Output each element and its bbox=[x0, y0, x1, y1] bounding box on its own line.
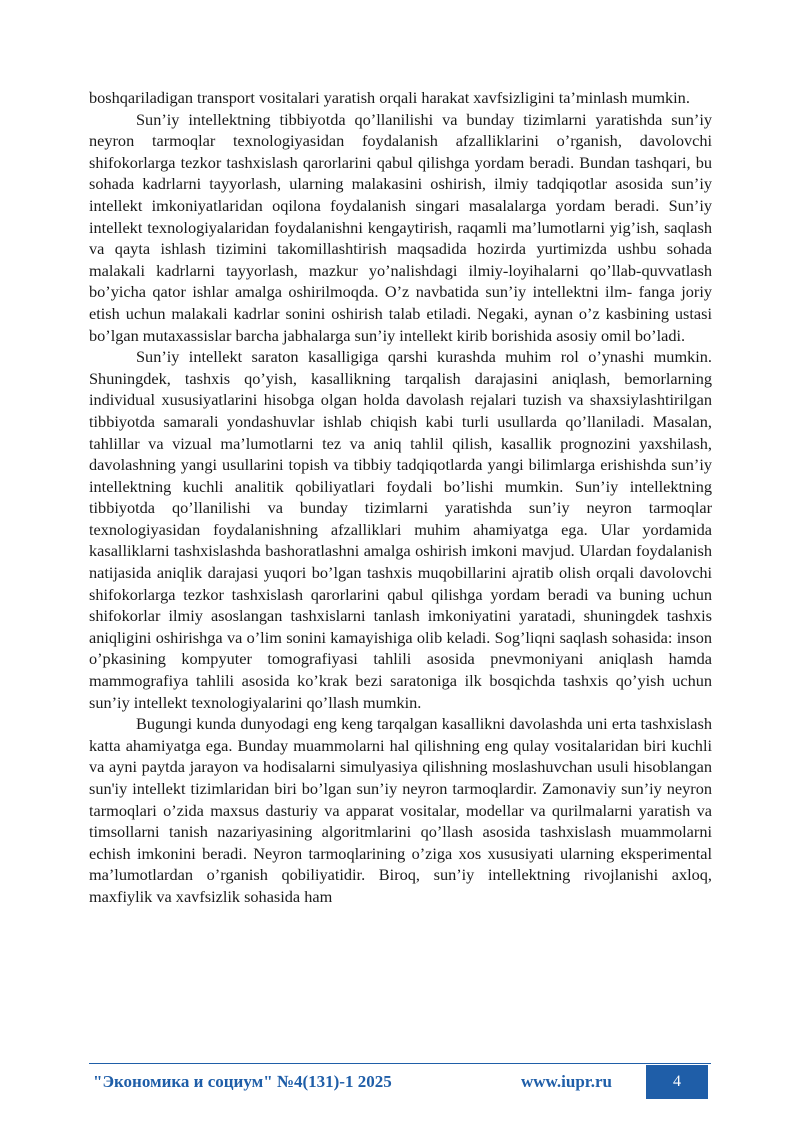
journal-title: "Экономика и социум" №4(131)-1 2025 bbox=[93, 1072, 392, 1091]
page-number-badge bbox=[646, 1065, 708, 1099]
body-text bbox=[89, 87, 712, 908]
paragraph-continuation: boshqariladigan transport vositalari yaratish orqali harakat xavfsizligini ta’minlash mumkin. bbox=[89, 88, 690, 107]
footer-divider bbox=[89, 1063, 711, 1064]
paragraph: Bugungi kunda dunyodagi eng keng tarqalgan kasallikni davolashda uni erta tashxislash katta ahamiyatga ega. Bunday muammolarni hal qilishning eng qulay vositalaridan biri kuchli va ayni paytda jarayon va hodisalarni simulyasiya qilishning moslashuvchan usuli hisoblangan sun'iy intellekt tizimlaridan biri bo’lgan sun’iy neyron tarmoqlardir. Zamonaviy sun’iy neyron tarmoqlari o’zida maxsus dasturiy va apparat vositalar, modellar va qurilmalarni yaratish va timsollarni tanish nazariyasining algoritmlarini qo’llash asosida tashxislash muammolarni echish imkonini beradi. Neyron tarmoqlarining o’ziga xos xususiyati ularning eksperimental ma’lumotlardan o’rganish qobiliyatidir. Biroq, sun’iy intellektning rivojlanishi axloq, maxfiylik va xavfsizlik sohasida ham bbox=[89, 714, 712, 906]
page-footer bbox=[89, 1065, 711, 1099]
paragraph: Sun’iy intellekt saraton kasalligiga qarshi kurashda muhim rol o’ynashi mumkin. Shuningdek, tashxis qo’yish, kasallikning tarqalish darajasini aniqlash, bemorlarning individual xususiyatlarini hisobga olgan holda davolash rejalari tuzish va shaxsiylashtirilgan tibbiyotda samarali yondashuvlar ishlab chiqish kabi turli usullarda qo’llaniladi. Masalan, tahlillar va vizual ma’lumotlarni tez va aniq tahlil qilish, kasallik prognozini yaxshilash, davolashning yangi usullarini topish va tibbiy tadqiqotlarda yangi bilimlarga erishishda sun’iy intellektning kuchli analitik qobiliyatlari foydali bo’lishi mumkin. Sun’iy intellektning tibbiyotda qo’llanilishi va bunday tizimlarni yaratishda sun’iy neyron tarmoqlar texnologiyasidan foydalanishning afzalliklari muhim ahamiyatga ega. Ular yordamida kasalliklarni tashxislashda bashoratlashni amalga oshirish imkoni mavjud. Ulardan foydalanish natijasida aniqlik darajasi yuqori bo’lgan tashxis muqobillarini ajratib olish orqali davolovchi shifokorlarga tezkor tashxislash qarorlarini qabul qilishga yordam beradi va buning uchun shifokorlar ilmiy asoslangan tashxislarni tanlash imkoniyatini yaratadi, shuningdek tashxis aniqligini oshirishga va o’lim sonini kamayishiga olib keladi. Sog’liqni saqlash sohasida: inson o’pkasining kompyuter tomografiyasi tahlili asosida pnevmoniyani aniqlash hamda mammografiya tahlili asosida ko’krak bezi saratoniga ilk bosqichda tashxis qo’yish uchun sun’iy intellekt texnologiyalarini qo’llash mumkin. bbox=[89, 347, 712, 712]
paragraph: Sun’iy intellektning tibbiyotda qo’llanilishi va bunday tizimlarni yaratishda sun’iy neyron tarmoqlar texnologiyasidan foydalanish afzalliklarini o’rganish, davolovchi shifokorlarga tezkor tashxislash qarorlarini qabul qilishga yordam beradi. Bundan tashqari, bu sohada kadrlarni tayyorlash, ularning malakasini oshirish, ilmiy tadqiqotlar asosida sun’iy intellekt imkoniyatlaridan oqilona foydalanish singari masalalarga yordam beradi. Sun’iy intellekt texnologiyalaridan foydalanishni kengaytirish, raqamli ma’lumotlarni yig’ish, saqlash va qayta ishlash tizimini takomillashtirish maqsadida hozirda yurtimizda ushbu sohada malakali kadrlarni tayyorlash, mazkur yo’nalishdagi ilmiy-loyihalarni qo’llab-quvvatlash bo’yicha qator ishlar amalga oshirilmoqda. O’z navbatida sun’iy intellektni ilm- fanga joriy etish uchun malakali kadrlar sonini oshirish talab etiladi. Negaki, aynan o’z kasbining ustasi bo’lgan mutaxassislar barcha jabhalarga sun’iy intellekt kirib borishida asosiy omil bo’ladi. bbox=[89, 109, 712, 345]
website-link[interactable]: www.iupr.ru bbox=[521, 1072, 613, 1091]
page-number: 4 bbox=[673, 1073, 681, 1090]
